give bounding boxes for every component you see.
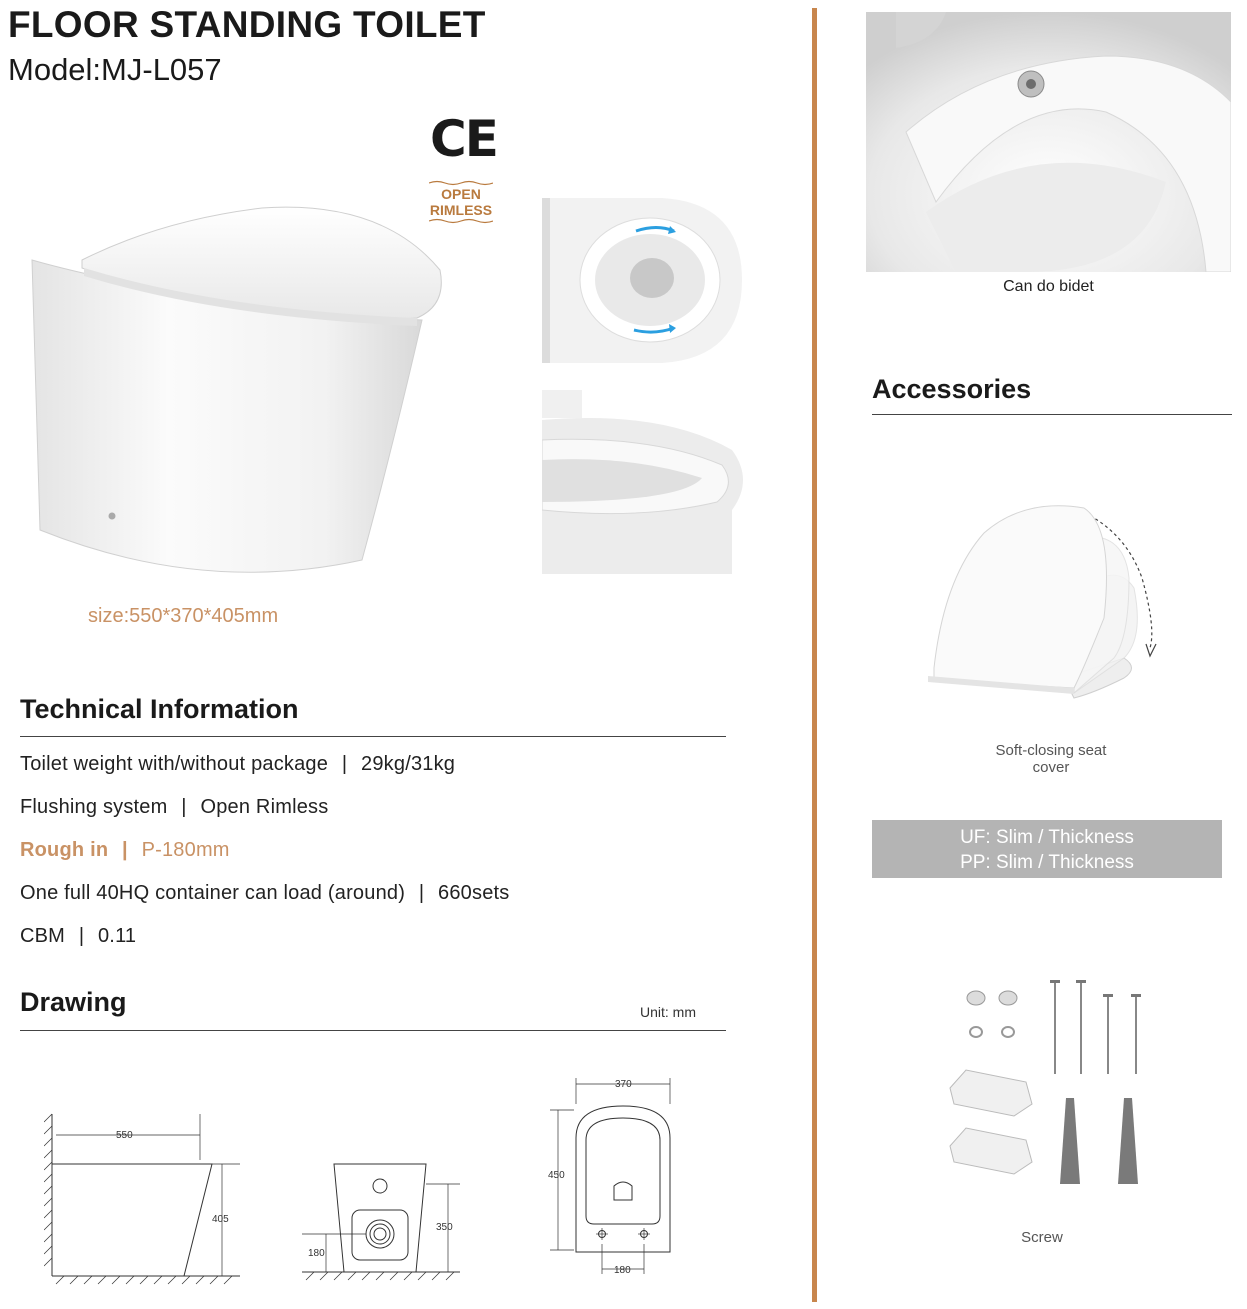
front-view-drawing (300, 1158, 464, 1282)
dim-spacing: 180 (614, 1265, 631, 1276)
technical-heading: Technical Information (20, 694, 299, 724)
spec-separator: | (418, 882, 425, 904)
seat-material-box (872, 820, 1222, 878)
screw-kit-image (940, 978, 1150, 1192)
page-title: FLOOR STANDING TOILET (8, 4, 486, 45)
bidet-nozzle-image (866, 12, 1231, 272)
technical-rule (20, 736, 726, 737)
spec-key: Flushing system (20, 796, 168, 818)
rimless-bowl-angle-image (542, 390, 748, 574)
spec-row-cbm (20, 925, 136, 948)
dim-height: 405 (212, 1214, 229, 1225)
spec-separator: | (181, 796, 187, 818)
spec-row-rough-in (20, 839, 230, 862)
spec-value: 0.11 (97, 925, 137, 947)
spec-value: Open Rimless (200, 796, 329, 818)
spec-key: One full 40HQ container can load (around) (20, 882, 406, 904)
accessories-heading: Accessories (872, 374, 1032, 404)
column-divider (812, 8, 817, 1302)
side-view-drawing (44, 1110, 244, 1286)
spec-key: CBM (20, 925, 66, 947)
rimless-line2: RIMLESS (429, 202, 493, 218)
spec-row-weight (20, 753, 455, 776)
toilet-product-image (22, 200, 452, 590)
accessories-rule (872, 414, 1232, 415)
ce-mark: CE (430, 110, 497, 168)
uf-line: UF: Slim / Thickness (960, 827, 1134, 848)
spec-value: 660sets (438, 882, 510, 904)
pp-line: PP: Slim / Thickness (960, 852, 1134, 873)
dim-height-350: 350 (436, 1222, 453, 1233)
rimless-bowl-top-image (542, 198, 744, 363)
dim-length: 550 (116, 1130, 133, 1141)
bidet-caption: Can do bidet (1003, 278, 1094, 295)
dim-width: 370 (615, 1079, 632, 1090)
spec-separator: | (341, 753, 348, 775)
spec-separator: | (78, 925, 85, 947)
spec-row-container (20, 882, 509, 905)
drawing-rule (20, 1030, 726, 1031)
spec-key: Rough in (20, 839, 109, 861)
spec-value: 29kg/31kg (361, 753, 456, 775)
unit-label: Unit: mm (640, 1004, 696, 1020)
drawing-heading: Drawing (20, 987, 127, 1017)
seat-caption-line1: Soft-closing seat (995, 742, 1107, 759)
seat-caption (960, 742, 1142, 776)
dim-rough-in-180: 180 (308, 1248, 325, 1259)
spec-row-flushing (20, 796, 328, 819)
size-label: size:550*370*405mm (88, 605, 279, 627)
spec-value: P-180mm (141, 839, 230, 861)
dim-depth: 450 (548, 1170, 565, 1181)
top-view-drawing (544, 1074, 680, 1278)
screw-caption: Screw (1021, 1229, 1063, 1246)
soft-closing-seat-image (924, 498, 1164, 716)
rimless-line1: OPEN (441, 186, 481, 202)
model-number: Model:MJ-L057 (8, 52, 222, 87)
spec-separator: | (122, 839, 128, 861)
seat-caption-line2: cover (1032, 759, 1070, 776)
spec-key: Toilet weight with/without package (20, 753, 329, 775)
